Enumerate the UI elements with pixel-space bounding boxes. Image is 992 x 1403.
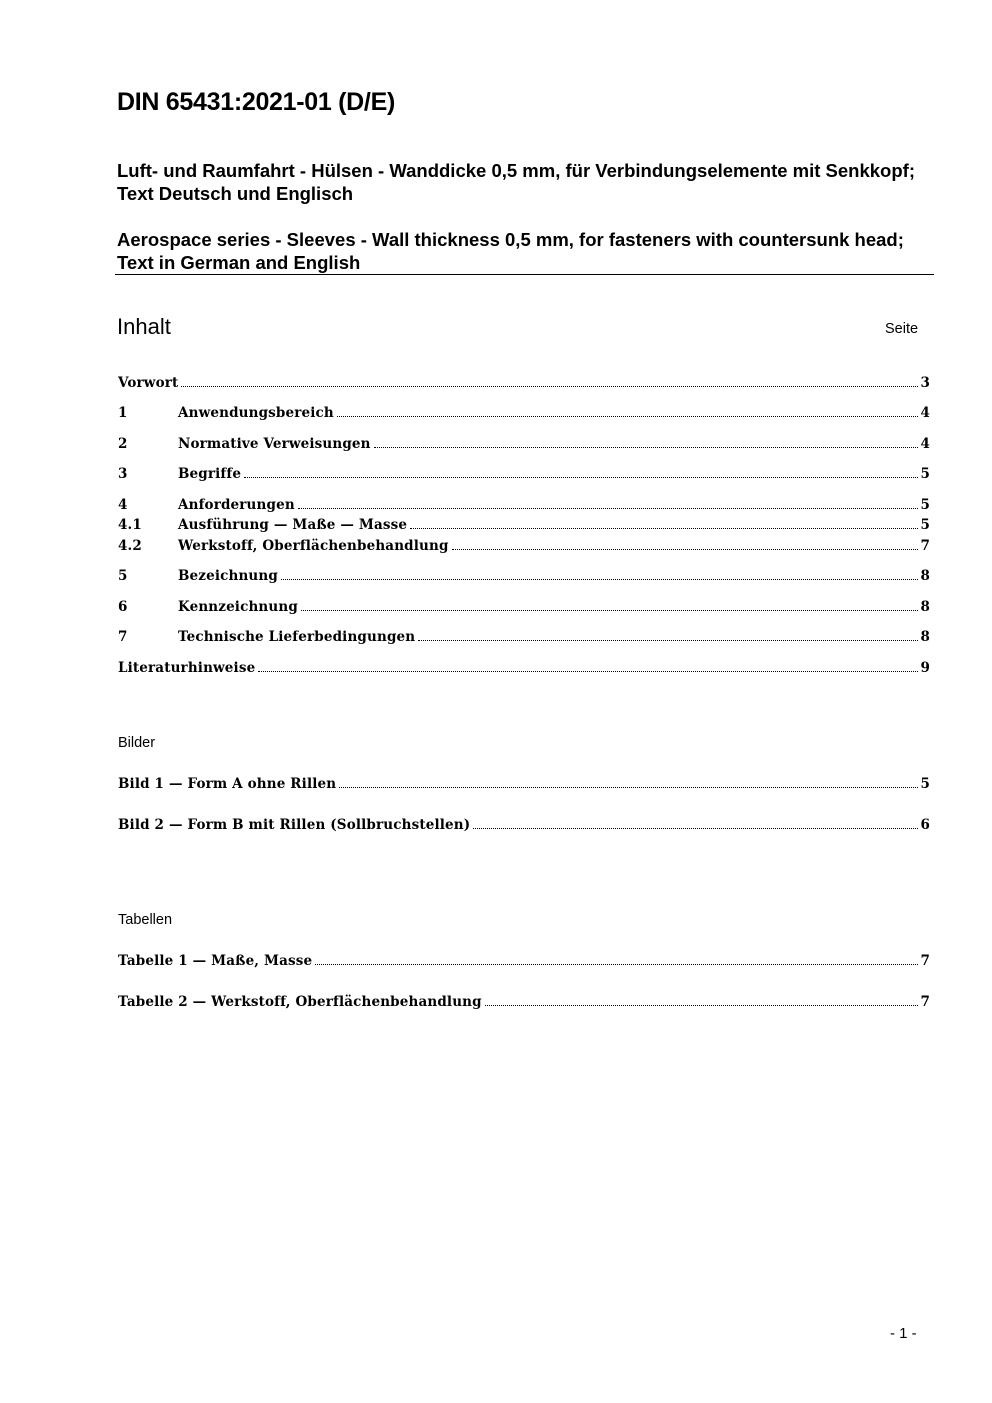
toc-entry-4-2[interactable] (118, 534, 930, 554)
dot-leader (281, 579, 918, 580)
toc-heading: Inhalt (117, 314, 171, 339)
title-english: Aerospace series - Sleeves - Wall thickness 0,5 mm, for fasteners with countersunk head; Text in German and English (117, 229, 904, 273)
dot-leader (452, 549, 919, 550)
toc-entry-text: Vorwort (118, 375, 179, 391)
toc-entry-text: Normative Verweisungen (178, 436, 371, 452)
dot-leader (374, 447, 919, 448)
toc-entry-number: 4.1 (118, 517, 142, 533)
figure-entry-text: Bild 1 — Form A ohne Rillen (118, 776, 337, 792)
dot-leader (298, 508, 919, 509)
dot-leader (301, 610, 919, 611)
dot-leader (418, 640, 918, 641)
table-entry-text: Tabelle 1 — Maße, Masse (118, 953, 313, 969)
dot-leader (410, 528, 918, 529)
toc-entry-page: 9 (920, 660, 930, 676)
toc-entry-text: Kennzeichnung (178, 599, 298, 615)
document-id: DIN 65431:2021-01 (D/E) (117, 88, 395, 116)
toc-page-label: Seite (885, 321, 919, 337)
dot-leader (485, 1005, 919, 1006)
toc-entry-text: Technische Lieferbedingungen (178, 629, 416, 645)
title-divider (115, 274, 934, 275)
toc-entry-page: 3 (920, 375, 930, 391)
toc-entry-4-1[interactable] (118, 513, 930, 533)
tables-heading: Tabellen (118, 912, 173, 928)
dot-leader (339, 787, 918, 788)
toc-entry-number: 6 (118, 599, 128, 615)
dot-leader (181, 386, 918, 387)
figure-entry-text: Bild 2 — Form B mit Rillen (Sollbruchstellen) (118, 817, 471, 833)
toc-entry-text: Literaturhinweise (118, 660, 256, 676)
toc-entry-page: 4 (920, 436, 930, 452)
table-entry-2[interactable] (118, 990, 930, 1010)
figures-heading: Bilder (118, 735, 156, 751)
toc-entry-number: 4 (118, 497, 128, 513)
table-entry-text: Tabelle 2 — Werkstoff, Oberflächenbehandlung (118, 994, 482, 1010)
toc-entry-2[interactable] (118, 432, 930, 452)
toc-entry-vorwort[interactable] (118, 371, 930, 391)
figure-entry-1[interactable] (118, 772, 930, 792)
toc-entry-6[interactable] (118, 595, 930, 615)
page-number: - 1 - (890, 1325, 917, 1342)
toc-entry-number: 7 (118, 629, 128, 645)
toc-entry-number: 4.2 (118, 538, 142, 554)
toc-entry-page: 7 (920, 538, 930, 554)
toc-entry-1[interactable] (118, 401, 930, 421)
toc-entry-text: Werkstoff, Oberflächenbehandlung (178, 538, 449, 554)
toc-entry-text: Bezeichnung (178, 568, 278, 584)
figure-entry-page: 6 (920, 817, 930, 833)
table-entry-page: 7 (920, 994, 930, 1010)
toc-entry-text: Begriffe (178, 466, 242, 482)
toc-entry-literaturhinweise[interactable] (118, 656, 930, 676)
toc-entry-number: 3 (118, 466, 128, 482)
table-entry-1[interactable] (118, 949, 930, 969)
toc-entry-page: 8 (920, 568, 930, 584)
dot-leader (473, 828, 918, 829)
toc-entry-page: 4 (920, 405, 930, 421)
toc-entry-text: Anforderungen (178, 497, 295, 513)
table-entry-page: 7 (920, 953, 930, 969)
toc-entry-number: 5 (118, 568, 128, 584)
toc-entry-3[interactable] (118, 462, 930, 482)
toc-entry-4[interactable] (118, 493, 930, 513)
toc-entry-page: 8 (920, 599, 930, 615)
dot-leader (258, 671, 918, 672)
dot-leader (315, 964, 918, 965)
toc-entry-page: 8 (920, 629, 930, 645)
figure-entry-page: 5 (920, 776, 930, 792)
toc-entry-page: 5 (920, 517, 930, 533)
toc-entry-number: 2 (118, 436, 128, 452)
dot-leader (337, 416, 919, 417)
title-german: Luft- und Raumfahrt - Hülsen - Wanddicke 0,5 mm, für Verbindungselemente mit Senkkopf; Text Deutsch und Englisch (117, 160, 915, 204)
toc-entry-page: 5 (920, 497, 930, 513)
toc-entry-number: 1 (118, 405, 128, 421)
figure-entry-2[interactable] (118, 813, 930, 833)
toc-entry-7[interactable] (118, 625, 930, 645)
toc-entry-5[interactable] (118, 564, 930, 584)
dot-leader (244, 477, 918, 478)
toc-entry-text: Anwendungsbereich (178, 405, 334, 421)
toc-entry-page: 5 (920, 466, 930, 482)
toc-entry-text: Ausführung — Maße — Masse (178, 517, 408, 533)
